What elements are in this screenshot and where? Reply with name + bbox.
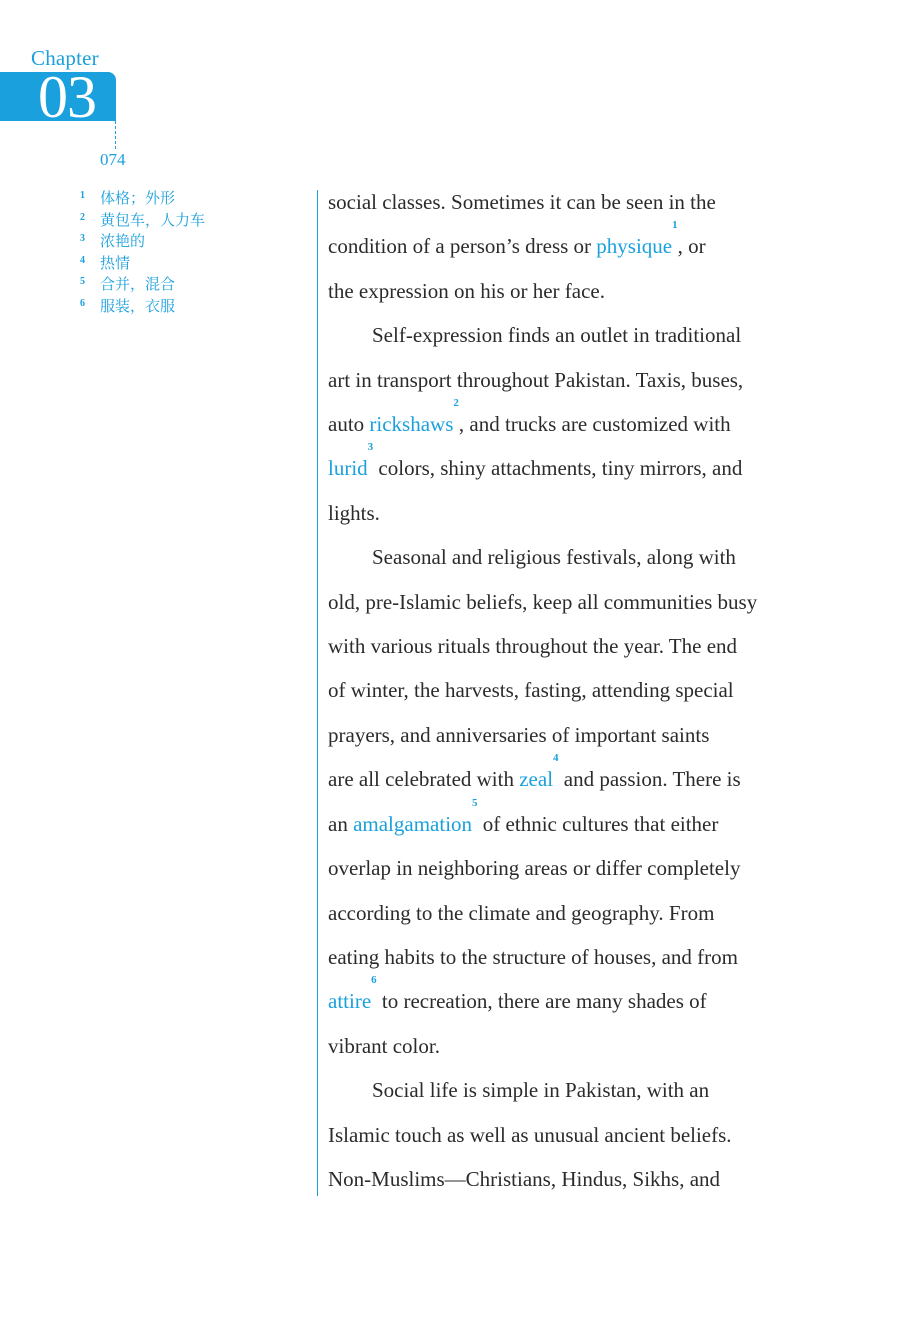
body-text <box>328 180 908 1201</box>
paragraph-start: Self-expression finds an outlet in traditional <box>372 323 742 348</box>
glossary-term-attire: attire <box>328 989 372 1014</box>
text-line: old, pre-Islamic beliefs, keep all communities busy <box>328 589 758 614</box>
chapter-label: Chapter <box>31 46 99 70</box>
text-line: prayers, and anniversaries of important saints <box>328 722 710 747</box>
text-line: social classes. Sometimes it can be seen in the <box>328 190 716 214</box>
footnote-ref: 1 <box>672 219 678 232</box>
glossary-term-physique: physique <box>596 234 673 259</box>
footnote-ref: 4 <box>553 752 559 765</box>
text-line: auto rickshaws$^2$, and trucks are customized with <box>328 397 731 437</box>
text-line: lurid$^3$ colors, shiny attachments, tiny mirrors, and <box>328 441 743 481</box>
glossary-item: 5 合并，混合 <box>80 275 176 293</box>
text-line: eating habits to the structure of houses, and from <box>328 944 738 969</box>
text-line: Non-Muslims—Christians, Hindus, Sikhs, and <box>328 1166 721 1191</box>
paragraph-start: Social life is simple in Pakistan, with an <box>372 1078 710 1103</box>
text-line: with various rituals throughout the year. The end <box>328 634 738 659</box>
glossary <box>80 188 205 317</box>
footnote-ref: 6 <box>371 974 377 987</box>
glossary-item: 3 浓艳的 <box>80 232 146 250</box>
text-line: art in transport throughout Pakistan. Taxis, buses, <box>328 367 744 392</box>
footnote-ref: 5 <box>472 796 478 809</box>
glossary-item: 1 体格；外形 <box>80 189 176 207</box>
text-margin-rule <box>317 190 318 1196</box>
text-line: are all celebrated with zeal$^4$ and passion. There is <box>328 752 741 792</box>
text-line: an amalgamation$^5$ of ethnic cultures that either <box>328 796 719 836</box>
text-line: lights. <box>328 500 380 525</box>
page-number: 074 <box>100 150 126 169</box>
glossary-item: 6 服装，衣服 <box>80 296 176 315</box>
text-line: Islamic touch as well as unusual ancient beliefs. <box>328 1122 732 1147</box>
chapter-number: 03 <box>38 64 96 130</box>
text-line: condition of a person’s dress or physique$^1$, or <box>328 219 706 259</box>
footnote-ref: 3 <box>367 441 374 454</box>
footnote-ref: 2 <box>453 397 459 410</box>
text-line: vibrant color. <box>328 1033 440 1058</box>
glossary-item: 2 黄包车，人力车 <box>80 210 206 229</box>
text-line: attire$^6$ to recreation, there are many shades of <box>328 974 707 1014</box>
glossary-term-zeal: zeal <box>519 767 554 792</box>
text-line: of winter, the harvests, fasting, attending special <box>328 678 734 703</box>
glossary-term-lurid: lurid <box>328 456 368 481</box>
glossary-item: 4 热情 <box>80 253 131 272</box>
text-line: the expression on his or her face. <box>328 278 605 303</box>
chapter-connector-line <box>115 121 116 149</box>
paragraph-start: Seasonal and religious festivals, along with <box>372 545 736 570</box>
glossary-term-rickshaws: rickshaws <box>369 412 454 437</box>
text-line: according to the climate and geography. From <box>328 900 715 925</box>
text-line: overlap in neighboring areas or differ completely <box>328 856 741 881</box>
glossary-term-amalgamation: amalgamation <box>353 811 473 836</box>
